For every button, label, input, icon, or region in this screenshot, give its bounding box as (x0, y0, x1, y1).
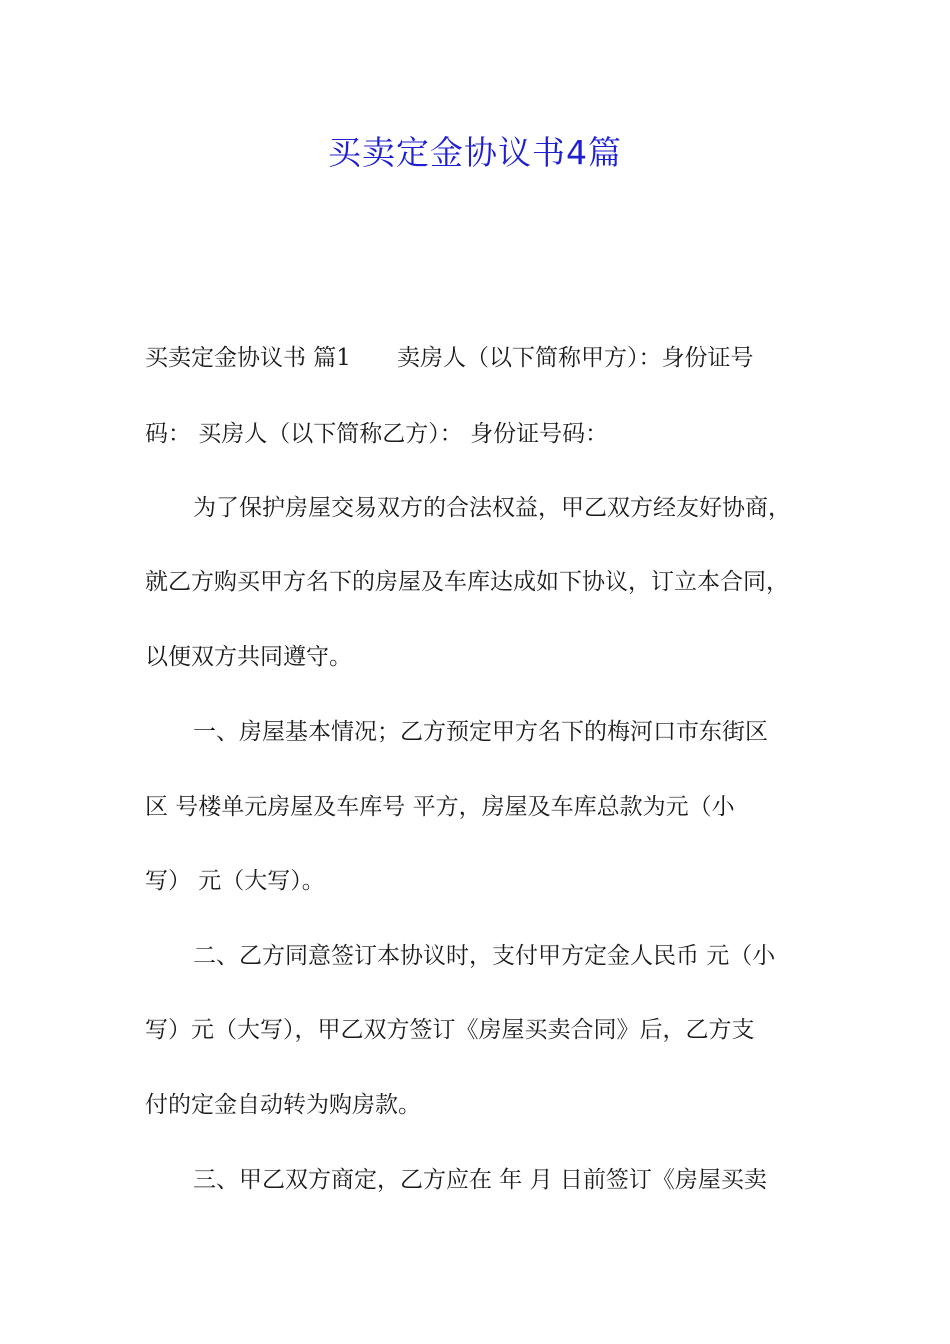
document-title: 买卖定金协议书4篇 (328, 133, 622, 172)
paragraph-line: 就乙方购买甲方名下的房屋及车库达成如下协议，订立本合同， (145, 569, 789, 595)
paragraph-line: 买卖定金协议书 篇1 卖房人（以下简称甲方）：身份证号 (145, 345, 754, 371)
paragraph-line: 区 号楼单元房屋及车库号 平方，房屋及车库总款为元（小 (145, 794, 735, 820)
paragraph-line: 以便双方共同遵守。 (145, 644, 352, 670)
paragraph-line: 码： 买房人（以下简称乙方）： 身份证号码： (145, 421, 609, 447)
paragraph-line: 写） 元（大写）。 (145, 868, 325, 894)
paragraph-line: 一、房屋基本情况；乙方预定甲方名下的梅河口市东街区 (193, 719, 768, 745)
paragraph-line: 付的定金自动转为购房款。 (145, 1092, 421, 1118)
paragraph-line: 二、乙方同意签订本协议时，支付甲方定金人民币 元（小 (193, 943, 776, 969)
paragraph-line: 为了保护房屋交易双方的合法权益，甲乙双方经友好协商， (193, 495, 791, 521)
paragraph-line: 写）元（大写），甲乙双方签订《房屋买卖合同》后，乙方支 (145, 1017, 755, 1043)
paragraph-line: 三、甲乙双方商定，乙方应在 年 月 日前签订《房屋买卖 (193, 1167, 767, 1193)
